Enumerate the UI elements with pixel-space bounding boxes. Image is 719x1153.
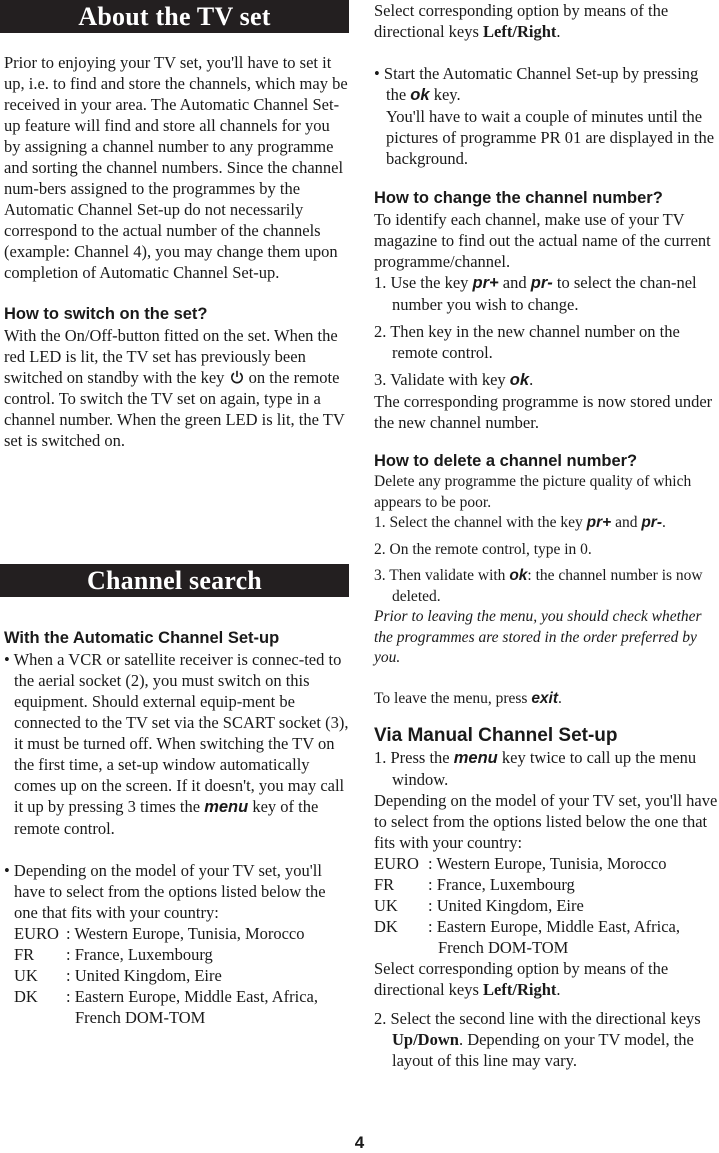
switch-text-a: With the On/Off-button fitted on the set. When the red LED is lit, the TV set has previously been switched on standby with the key	[4, 326, 338, 387]
start-setup-paragraph	[374, 63, 719, 106]
step-text: 1. Select the channel with the key	[374, 514, 583, 531]
step-text: 3. Then validate with	[374, 567, 506, 584]
delete-step-2: 2. On the remote control, type in 0.	[374, 540, 592, 558]
ok-key-label: ok	[509, 371, 530, 389]
manual-step-1	[374, 747, 719, 790]
option-row	[374, 874, 680, 895]
option-code: DK	[14, 987, 38, 1006]
ok-key-label: ok	[410, 86, 430, 104]
select-text: Select corresponding option by means of the directional keys	[374, 1, 669, 41]
option-desc: : France, Luxembourg	[428, 875, 575, 894]
switch-heading: How to switch on the set?	[4, 305, 208, 323]
power-icon	[229, 370, 245, 384]
leave-menu-text: To leave the menu, press exit.	[374, 689, 562, 707]
option-row	[374, 853, 680, 874]
menu-key-label: menu	[453, 749, 498, 767]
left-right-key-label: Left/Right	[483, 22, 557, 41]
option-code: DK	[374, 917, 398, 936]
left-column-top	[4, 52, 349, 451]
option-desc: : Eastern Europe, Middle East, Africa,	[66, 987, 319, 1006]
change-step-3: 3. Validate with key ok.	[374, 370, 534, 389]
option-desc: : Western Europe, Tunisia, Morocco	[428, 854, 667, 873]
step-text: : the channel number is now deleted.	[392, 567, 703, 605]
start-text-end: key.	[433, 85, 461, 104]
option-row	[14, 923, 318, 944]
manual-heading: Via Manual Channel Set-up	[374, 725, 618, 746]
pr-plus-key-label: pr+	[472, 274, 499, 292]
option-row	[374, 916, 680, 937]
manual-country-intro: Depending on the model of your TV set, you'll have to select from the options listed below the one that fits with your country:	[374, 791, 718, 852]
manual-step-2	[374, 1008, 719, 1071]
pr-minus-key-label: pr-	[641, 514, 663, 531]
exit-key-label: exit	[531, 689, 559, 707]
intro-paragraph: Prior to enjoying your TV set, you'll have to set it up, i.e. to find and store the channels, which may be received in your area. The Automatic Channel Set-up feature will find and store all channels for you by assigning a channel number to any programme and sorting the channel numbers. Since the channel num-bers assigned to the programmes by the Automatic Channel Set-up do not necessarily correspond to the actual number of the channels (example: Channel 4), you may change them upon completion of Automatic Channel Set-up.	[4, 53, 348, 282]
change-heading: How to change the channel number?	[374, 189, 663, 207]
page-number: 4	[354, 1133, 365, 1152]
country-options-left	[14, 923, 318, 1028]
option-code: UK	[14, 966, 38, 985]
option-desc-cont: French DOM-TOM	[75, 1008, 206, 1027]
step-text: 3. Validate with key	[374, 370, 506, 389]
pr-plus-key-label: pr+	[586, 514, 612, 531]
left-column-bottom	[4, 628, 349, 1028]
select-text: Select corresponding option by means of the directional keys	[374, 959, 669, 999]
change-intro: To identify each channel, make use of your TV magazine to find out the actual name of the current programme/channel.	[374, 210, 711, 271]
step-text: 1. Press the	[374, 748, 450, 767]
step-text: and	[615, 514, 638, 531]
change-result: The corresponding programme is now stored under the new channel number.	[374, 392, 713, 432]
option-row	[14, 1007, 318, 1028]
bullet-vcr-text: • When a VCR or satellite receiver is connec-ted to the aerial socket (2), you must switch on this equipment. Should external equip-ment be connected to the TV set via the SCART socket (3), it must be turned off. When switching the TV on the first time, a set-up window automatically comes up on the screen. If it doesn't, you may call it up by pressing 3 times the	[4, 650, 349, 816]
delete-intro: Delete any programme the picture quality of which appears to be poor.	[374, 473, 692, 511]
menu-key-label: menu	[204, 798, 249, 816]
step-text: . Depending on your TV model, the layout of this line may vary.	[392, 1030, 694, 1070]
pr-minus-key-label: pr-	[530, 274, 553, 292]
banner-about: About the TV set	[0, 0, 349, 33]
option-row	[374, 937, 680, 958]
option-code: EURO	[14, 924, 59, 943]
select-option-paragraph: Select corresponding option by means of the directional keys Left/Right.	[374, 1, 669, 41]
option-desc: : United Kingdom, Eire	[428, 896, 584, 915]
option-code: FR	[14, 945, 35, 964]
wait-paragraph: You'll have to wait a couple of minutes until the pictures of programme PR 01 are displayed in the background.	[386, 107, 715, 168]
start-text: • Start the Automatic Channel Set-up by pressing the	[374, 64, 699, 104]
step-text: 1. Use the key	[374, 273, 469, 292]
delete-note: Prior to leaving the menu, you should check whether the programmes are stored in the order preferred by you.	[374, 608, 702, 666]
option-row	[14, 986, 318, 1007]
select-option-paragraph-2: Select corresponding option by means of the directional keys Left/Right.	[374, 959, 669, 999]
bullet-vcr-text-end: key of the remote control.	[14, 797, 319, 838]
ok-key-label: ok	[509, 567, 528, 584]
option-desc: : France, Luxembourg	[66, 945, 213, 964]
option-code: UK	[374, 896, 398, 915]
leave-text: To leave the menu, press	[374, 689, 528, 707]
banner-channel-search: Channel search	[0, 564, 349, 597]
switch-paragraph	[4, 325, 349, 451]
delete-step-1: 1. Select the channel with the key pr+ and pr-.	[374, 514, 666, 531]
switch-text-b: on the remote control. To switch the TV set on again, type in a channel number. When the green LED is lit, the TV set is switched on.	[4, 368, 345, 450]
bullet-country: • Depending on the model of your TV set, you'll have to select from the options listed below the one that fits with your country:	[4, 861, 326, 922]
delete-heading: How to delete a channel number?	[374, 452, 638, 470]
step-text: to select the chan-nel number you wish to change.	[392, 273, 697, 314]
option-desc: : United Kingdom, Eire	[66, 966, 222, 985]
left-right-key-label: Left/Right	[483, 980, 557, 999]
option-row	[14, 944, 318, 965]
option-code: FR	[374, 875, 395, 894]
up-down-key-label: Up/Down	[392, 1030, 459, 1049]
step-text: and	[502, 273, 527, 292]
option-desc: : Western Europe, Tunisia, Morocco	[66, 924, 305, 943]
option-desc-cont: French DOM-TOM	[438, 938, 569, 957]
right-column	[374, 0, 719, 1071]
auto-setup-heading: With the Automatic Channel Set-up	[4, 629, 280, 647]
step-text: 2. Select the second line with the directional keys	[374, 1009, 701, 1028]
step-text: key twice to call up the menu window.	[392, 748, 697, 789]
option-code: EURO	[374, 854, 419, 873]
option-row	[374, 895, 680, 916]
change-step-2: 2. Then key in the new channel number on the remote control.	[374, 322, 680, 362]
option-desc: : Eastern Europe, Middle East, Africa,	[428, 917, 681, 936]
delete-step-3	[374, 566, 719, 607]
change-step-1	[374, 272, 719, 315]
option-row	[14, 965, 318, 986]
bullet-vcr	[4, 649, 349, 839]
country-options-right	[374, 853, 680, 958]
